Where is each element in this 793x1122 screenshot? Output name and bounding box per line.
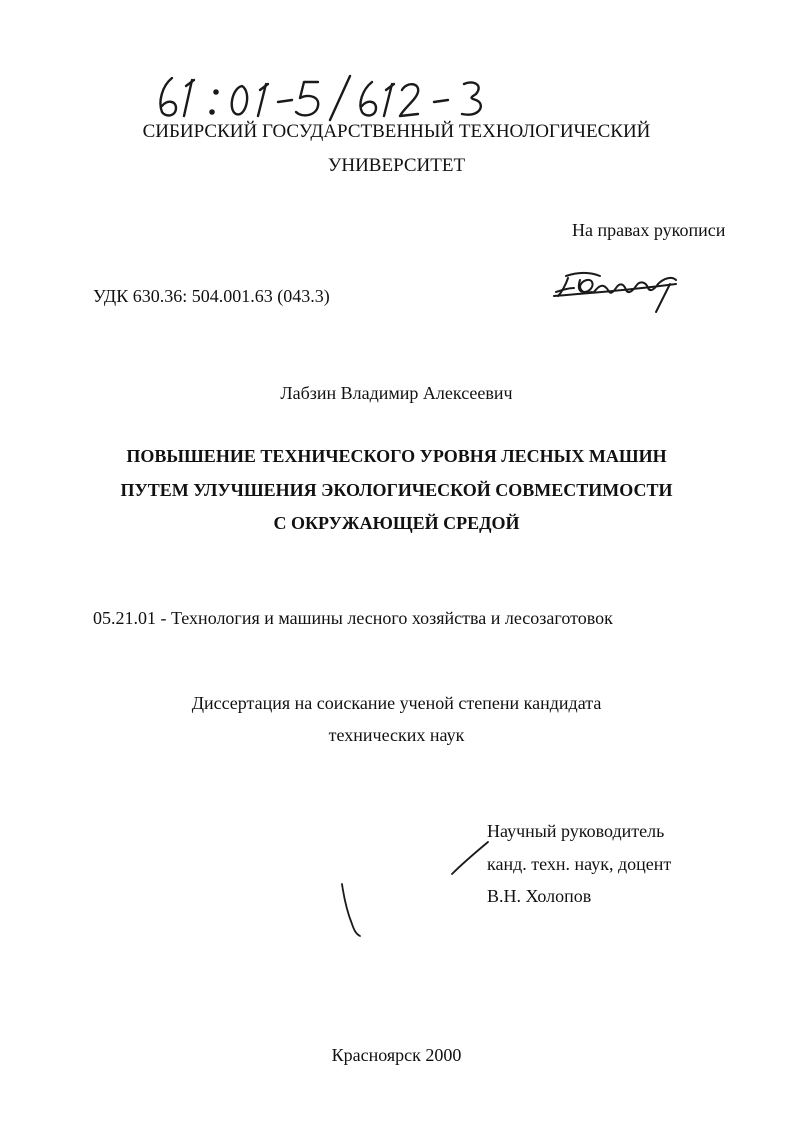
dissertation-line2: технических наук: [328, 725, 465, 745]
archive-code-handwriting: [150, 72, 510, 124]
udk-code: УДК 630.36: 504.001.63 (043.3): [93, 286, 330, 306]
title-line3: С ОКРУЖАЮЩЕЙ СРЕДОЙ: [273, 513, 520, 533]
author-signature: [550, 262, 682, 316]
footer-city-year: Красноярск 2000: [331, 1045, 462, 1065]
university-name-line1: СИБИРСКИЙ ГОСУДАРСТВЕННЫЙ ТЕХНОЛОГИЧЕСКИЙ: [142, 121, 651, 142]
supervisor-name: В.Н. Холопов: [487, 886, 592, 906]
university-name-line2: УНИВЕРСИТЕТ: [327, 155, 466, 176]
manuscript-note: На правах рукописи: [572, 220, 726, 240]
supervisor-degree: канд. техн. наук, доцент: [487, 854, 672, 874]
title-line2: ПУТЕМ УЛУЧШЕНИЯ ЭКОЛОГИЧЕСКОЙ СОВМЕСТИМОСТИ: [120, 480, 673, 500]
supervisor-label: Научный руководитель: [487, 821, 665, 841]
title-line1: ПОВЫШЕНИЕ ТЕХНИЧЕСКОГО УРОВНЯ ЛЕСНЫХ МАШИН: [126, 446, 667, 466]
author-name: Лабзин Владимир Алексеевич: [280, 383, 513, 403]
supervisor-signature-mark: [336, 880, 366, 940]
specialty-line: 05.21.01 - Технология и машины лесного хозяйства и лесозаготовок: [93, 608, 613, 628]
supervisor-signature-stroke: [448, 838, 492, 878]
dissertation-line1: Диссертация на соискание ученой степени кандидата: [191, 693, 602, 713]
